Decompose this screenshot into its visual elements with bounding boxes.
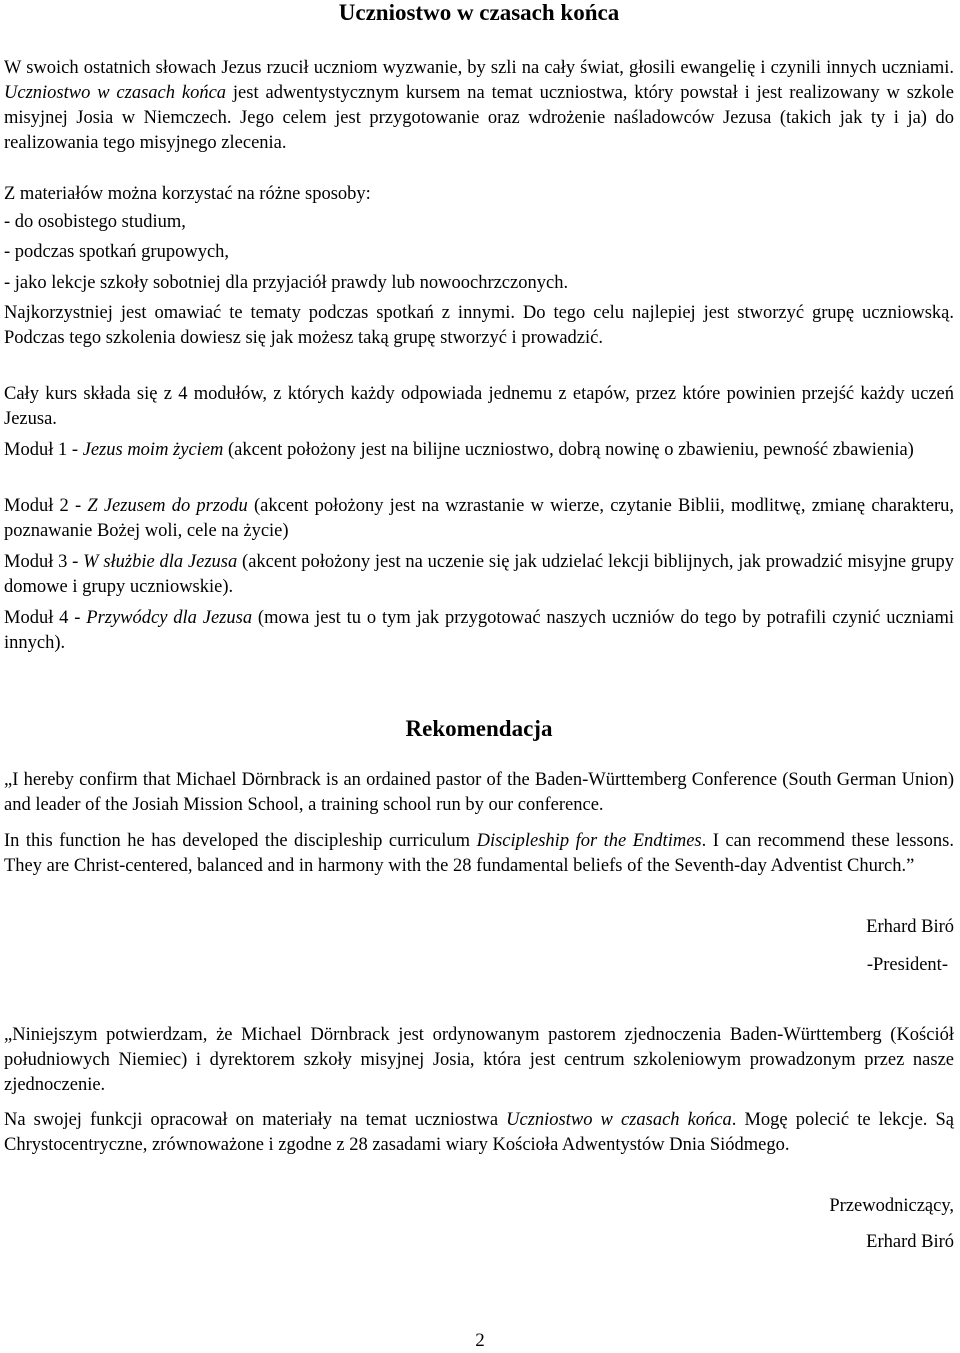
module-desc: (akcent położony jest na wzrastanie w wierze, czytanie Biblii, modlitwę, zmianę charakteru, poznawanie Bożej woli, cele na życie): [4, 496, 955, 541]
page-number: 2: [475, 1330, 485, 1351]
intro-text-b: jest adwentystycznym kursem na temat uczniostwa, który powstał i jest realizowany w szkole misyjnej Josia w Niemczech.: [4, 83, 954, 128]
module-prefix: Moduł 1 -: [4, 440, 78, 460]
module-desc: (akcent położony jest na bilijne uczniostwo, dobrą nowinę o zbawieniu, pewność zbawienia): [228, 440, 914, 460]
module-name: Z Jezusem do przodu: [87, 496, 248, 516]
module-item: [4, 494, 954, 544]
recommendation-en-paragraph-1: „I hereby confirm that Michael Dörnbrack is an ordained pastor of the Baden-Württemberg Conference (South German Union) and leader of the Josiah Mission School, a training school run by our conference.: [4, 770, 954, 815]
section-title-uczniostwo: Uczniostwo w czasach końca: [338, 0, 620, 25]
usage-item: - do osobistego studium,: [4, 212, 186, 232]
module-item: [4, 550, 954, 600]
recommendation-pl-paragraph-2: [4, 1108, 954, 1158]
intro-paragraph: [4, 56, 954, 156]
module-name: Przywódcy dla Jezusa: [86, 608, 253, 628]
en-text-b: . I can recommend these lessons. They are Christ-centered, balanced and in harmony with the 28 fundamental beliefs of the Seventh-day Adventist Church.”: [4, 831, 954, 876]
module-desc: (mowa jest tu o tym jak przygotować naszych uczniów do tego by potrafili czynić uczniami innych).: [4, 608, 955, 653]
module-item: [4, 438, 954, 463]
module-prefix: Moduł 2 -: [4, 496, 82, 516]
module-name: Jezus moim życiem: [82, 440, 224, 460]
usage-item: - jako lekcje szkoły sobotniej dla przyjaciół prawdy lub nowoochrzczonych.: [4, 273, 569, 293]
module-prefix: Moduł 4 -: [4, 608, 81, 628]
module-item: [4, 606, 954, 656]
usage-item: - podczas spotkań grupowych,: [4, 242, 230, 262]
signature-role-pl: Przewodniczący,: [829, 1196, 954, 1216]
signature-role-en: -President-: [866, 955, 948, 975]
signature-name-pl: Erhard Biró: [866, 1232, 954, 1252]
en-course-title-italic: Discipleship for the Endtimes: [476, 831, 702, 851]
en-text-a: In this function he has developed the discipleship curriculum: [4, 831, 471, 851]
module-prefix: Moduł 3 -: [4, 552, 79, 572]
modules-intro: Cały kurs składa się z 4 modułów, z których każdy odpowiada jednemu z etapów, przez które powinien przejść każdy uczeń Jezusa.: [4, 384, 954, 429]
intro-text-c: Jego celem jest przygotowanie oraz wdrożenie naśladowców Jezusa (takich jak ty i ja) do realizowania tego misyjnego zlecenia.: [4, 108, 954, 153]
pl-text-a: Na swojej funkcji opracował on materiały na temat uczniostwa: [4, 1110, 499, 1130]
intro-text-a: W swoich ostatnich słowach Jezus rzucił uczniom wyzwanie, by szli na cały świat, głosili ewangelię i czynili innych uczniami.: [4, 58, 954, 78]
signature-name-en: Erhard Biró: [866, 917, 954, 937]
module-desc: (akcent położony jest na uczenie się jak udzielać lekcji biblijnych, jak prowadzić misyjne grupy domowe i grupy uczniowskie).: [4, 552, 955, 597]
course-title-italic: Uczniostwo w czasach końca: [4, 83, 227, 103]
recommendation-en-paragraph-2: [4, 829, 954, 879]
pl-text-b: . Mogę polecić te lekcje. Są Chrystocentryczne, zrównoważone i zgodne z 28 zasadami wiary Kościoła Adwentystów Dnia Siódmego.: [4, 1110, 954, 1155]
section-title-rekomendacja: Rekomendacja: [405, 716, 553, 741]
usage-intro: Z materiałów można korzystać na różne sposoby:: [4, 184, 371, 204]
recommendation-pl-paragraph-1: „Niniejszym potwierdzam, że Michael Dörnbrack jest ordynowanym pastorem zjednoczenia Baden-Württemberg (Kościół południowych Niemiec) i dyrektorem szkoły misyjnej Josia, która jest centrum szkoleniowym prowadzonym przez nasze zjednoczenie.: [4, 1025, 954, 1095]
pl-course-title-italic: Uczniostwo w czasach końca: [506, 1110, 732, 1130]
group-paragraph: Najkorzystniej jest omawiać te tematy podczas spotkań z innymi. Do tego celu najlepiej jest stworzyć grupę uczniowską. Podczas tego szkolenia dowiesz się jak możesz taką grupę stworzyć i prowadzić.: [4, 303, 954, 348]
module-name: W służbie dla Jezusa: [83, 552, 238, 572]
